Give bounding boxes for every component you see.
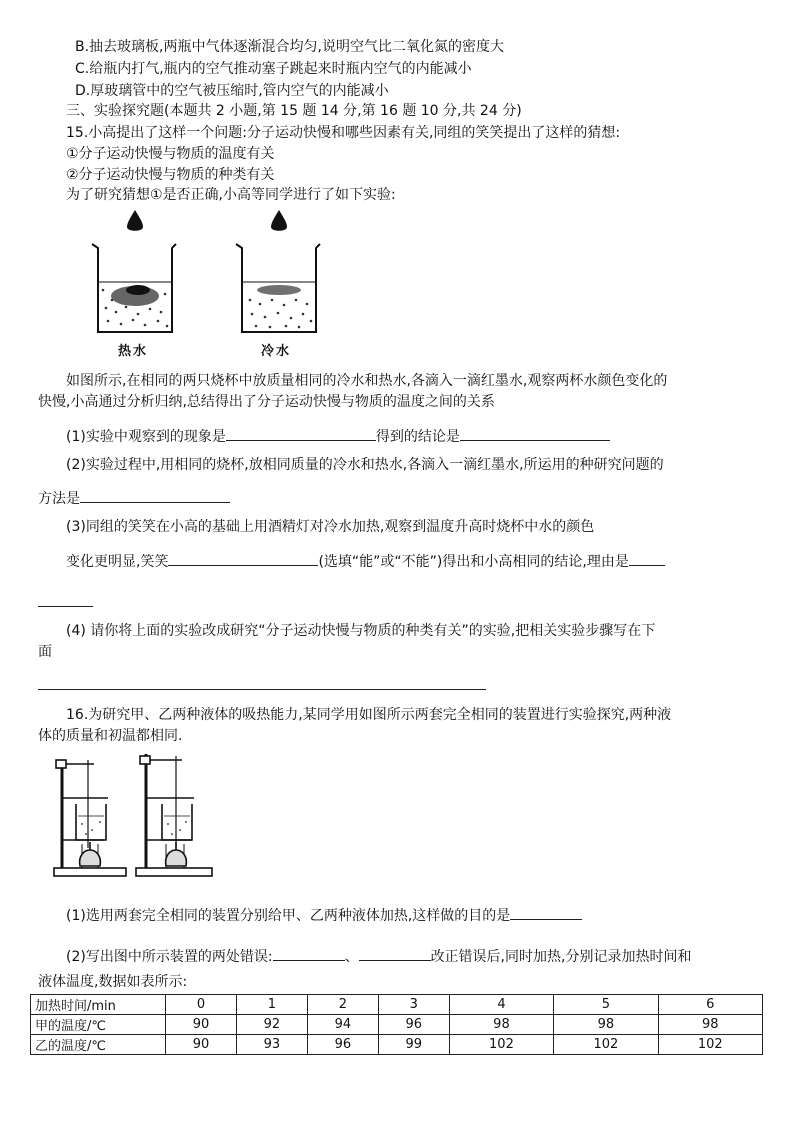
table-cell: 3 xyxy=(378,995,449,1015)
table-cell: 98 xyxy=(449,1015,553,1035)
question-16-2-line-1 xyxy=(66,946,691,966)
table-cell: 90 xyxy=(166,1015,237,1035)
option-d: D.厚玻璃管中的空气被压缩时,管内空气的内能减小 xyxy=(75,83,389,99)
answer-blank-error-1[interactable] xyxy=(273,946,345,961)
table-cell: 6 xyxy=(658,995,762,1015)
question-15-3-line-2 xyxy=(66,551,665,571)
table-cell: 96 xyxy=(307,1035,378,1055)
question-16-stem-line-2: 体的质量和初温都相同. xyxy=(38,728,183,744)
table-cell: 4 xyxy=(449,995,553,1015)
table-cell: 98 xyxy=(658,1015,762,1035)
question-15-stem: 15.小高提出了这样一个问题:分子运动快慢和哪些因素有关,同组的笑笑提出了这样的猜想: xyxy=(66,125,621,141)
table-row-time xyxy=(31,995,763,1015)
table-cell: 90 xyxy=(166,1035,237,1055)
description-line-2: 快慢,小高通过分析归纳,总结得出了分子运动快慢与物质的温度之间的关系 xyxy=(38,394,495,410)
question-15-3-text-b: (选填“能”或“不能”)得出和小高相同的结论,理由是 xyxy=(318,554,629,570)
guess-2: ②分子运动快慢与物质的种类有关 xyxy=(66,167,275,183)
answer-blank-reason[interactable] xyxy=(629,551,665,566)
cold-water-label: 冷水 xyxy=(261,344,292,359)
table-cell: 5 xyxy=(554,995,658,1015)
question-15-3-text-a: 变化更明显,笑笑 xyxy=(66,554,169,570)
question-15-1-text-b: 得到的结论是 xyxy=(375,429,460,445)
answer-blank-phenomenon[interactable] xyxy=(226,426,376,441)
temperature-table xyxy=(30,994,763,1055)
answer-line-steps[interactable] xyxy=(38,689,486,690)
table-cell: 2 xyxy=(307,995,378,1015)
section-heading: 三、实验探究题(本题共 2 小题,第 15 题 14 分,第 16 题 10 分,共 24 分) xyxy=(66,103,522,119)
question-15-2-line-2 xyxy=(38,488,230,508)
question-16-2-sep: 、 xyxy=(344,949,359,965)
table-cell: 102 xyxy=(449,1035,553,1055)
answer-line-reason-cont[interactable] xyxy=(38,606,93,607)
question-15-1 xyxy=(66,426,610,446)
table-cell: 93 xyxy=(236,1035,307,1055)
hot-water-label: 热水 xyxy=(118,344,149,359)
table-cell: 96 xyxy=(378,1015,449,1035)
table-row-jia xyxy=(31,1015,763,1035)
table-cell: 99 xyxy=(378,1035,449,1055)
table-cell: 94 xyxy=(307,1015,378,1035)
question-16-2-line-2: 液体温度,数据如表所示: xyxy=(38,974,188,990)
table-cell: 92 xyxy=(236,1015,307,1035)
ink-dots-hot xyxy=(111,285,159,306)
option-b: B.抽去玻璃板,两瓶中气体逐渐混合均匀,说明空气比二氧化氮的密度大 xyxy=(75,39,504,55)
answer-blank-purpose[interactable] xyxy=(510,905,582,920)
answer-blank-can-or-cannot[interactable] xyxy=(168,551,318,566)
water-dots-cold xyxy=(249,299,313,329)
question-15-4-line-2: 面 xyxy=(38,644,52,660)
row-header-yi: 乙的温度/℃ xyxy=(31,1035,166,1055)
row-header-time: 加热时间/min xyxy=(31,995,166,1015)
question-15-1-text-a: (1)实验中观察到的现象是 xyxy=(66,429,226,445)
question-16-2-text-b: 改正错误后,同时加热,分别记录加热时间和 xyxy=(430,949,692,965)
heating-apparatus-figure xyxy=(52,750,218,890)
question-16-1-text: (1)选用两套完全相同的装置分别给甲、乙两种液体加热,这样做的目的是 xyxy=(66,908,511,924)
table-cell: 1 xyxy=(236,995,307,1015)
ink-drop-cold xyxy=(271,210,287,231)
question-15-4-line-1: (4) 请你将上面的实验改成研究“分子运动快慢与物质的种类有关”的实验,把相关实验步骤写在下 xyxy=(66,623,656,639)
option-c: C.给瓶内打气,瓶内的空气推动塞子跳起来时瓶内空气的内能减小 xyxy=(75,61,472,77)
ink-drop-hot xyxy=(127,210,143,231)
question-16-1 xyxy=(66,905,582,925)
answer-blank-error-2[interactable] xyxy=(359,946,431,961)
question-16-2-text-a: (2)写出图中所示装置的两处错误: xyxy=(66,949,273,965)
question-15-3-line-1: (3)同组的笑笑在小高的基础上用酒精灯对冷水加热,观察到温度升高时烧杯中水的颜色 xyxy=(66,519,595,535)
answer-blank-method[interactable] xyxy=(80,488,230,503)
guess-1: ①分子运动快慢与物质的温度有关 xyxy=(66,146,275,162)
question-15-2-text: 方法是 xyxy=(38,491,80,507)
table-cell: 102 xyxy=(658,1035,762,1055)
table-cell: 98 xyxy=(554,1015,658,1035)
table-cell: 102 xyxy=(554,1035,658,1055)
question-15-2-line-1: (2)实验过程中,用相同的烧杯,放相同质量的冷水和热水,各滴入一滴红墨水,所运用的种研究问题的 xyxy=(66,457,664,473)
table-cell: 0 xyxy=(166,995,237,1015)
table-row-yi xyxy=(31,1035,763,1055)
research-intro: 为了研究猜想①是否正确,小高等同学进行了如下实验: xyxy=(66,187,396,203)
answer-blank-conclusion[interactable] xyxy=(460,426,610,441)
beaker-figure xyxy=(88,208,328,356)
question-16-stem-line-1: 16.为研究甲、乙两种液体的吸热能力,某同学用如图所示两套完全相同的装置进行实验探究,两种液 xyxy=(66,707,672,723)
row-header-jia: 甲的温度/℃ xyxy=(31,1015,166,1035)
description-line-1: 如图所示,在相同的两只烧杯中放质量相同的冷水和热水,各滴入一滴红墨水,观察两杯水颜色变化的 xyxy=(66,373,668,389)
